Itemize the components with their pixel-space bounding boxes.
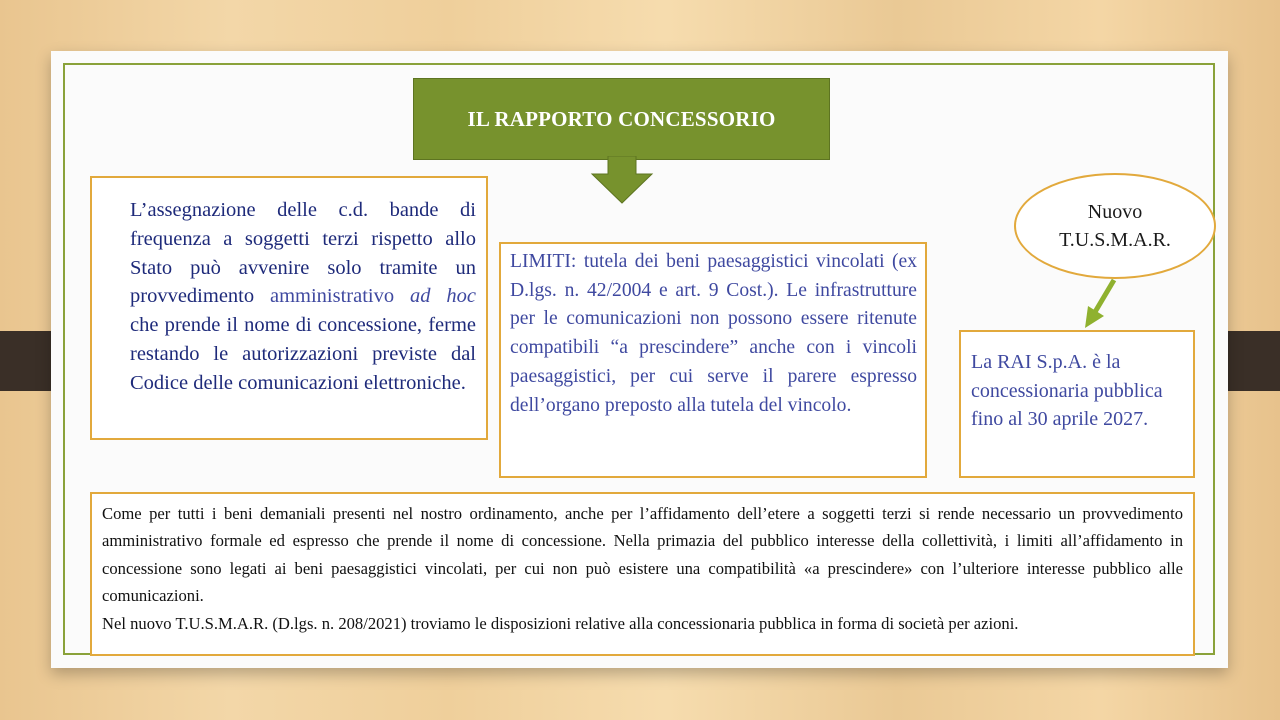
rai-textbox xyxy=(959,330,1195,478)
tusmar-ellipse xyxy=(1014,173,1216,279)
slide-title: IL RAPPORTO CONCESSORIO xyxy=(413,78,830,160)
left-text-part: L’assegnazione delle c.d. bande di frequenza a soggetti terzi rispetto allo Stato può avvenire solo tramite un provvedimento xyxy=(130,199,476,308)
summary-paragraph-2: Nel nuovo T.U.S.M.A.R. (D.lgs. n. 208/2021) troviamo le disposizioni relative alla concessionaria pubblica in forma di società per azioni. xyxy=(102,613,1019,633)
arrow-down-icon xyxy=(588,156,656,206)
left-text-highlight: amministrativo xyxy=(270,285,411,308)
summary-paragraph-1: Come per tutti i beni demaniali presenti nel nostro ordinamento, anche per l’affidamento dell’etere a soggetti terzi si rende necessario un provvedimento amministrativo formale ed espresso che prende il nome di concessione. Nella primazia del pubblico interesse della collettività, i limiti all’affidamento in concessione sono legati ai beni paesaggistici vincolati, per cui non può esistere una compatibilità «a prescindere» con l’ulteriore interesse pubblico alle comunicazioni. xyxy=(102,504,1183,606)
tusmar-line2: T.U.S.M.A.R. xyxy=(1059,229,1171,251)
left-text-italic: ad hoc xyxy=(410,285,476,308)
summary-textbox xyxy=(90,492,1195,656)
left-concession-textbox xyxy=(90,176,488,440)
arrow-diagonal-icon xyxy=(1080,276,1120,332)
left-concession-text xyxy=(130,196,476,398)
rai-text: La RAI S.p.A. è la concessionaria pubblica fino al 30 aprile 2027. xyxy=(971,351,1163,431)
tusmar-line1: Nuovo xyxy=(1087,201,1143,223)
limits-text: LIMITI: tutela dei beni paesaggistici vincolati (ex D.lgs. n. 42/2004 e art. 9 Cost.). Le infrastrutture per le comunicazioni non possono essere ritenute compatibili “a prescindere” anche con i vincoli paesaggistici, per cui serve il parere espresso dell’organo preposto alla tutela del vincolo. xyxy=(510,251,917,416)
limits-textbox xyxy=(499,242,927,478)
left-text-part: che prende il nome di concessione, ferme restando le autorizzazioni previste dal Codice delle comunicazioni elettroniche. xyxy=(130,314,476,394)
